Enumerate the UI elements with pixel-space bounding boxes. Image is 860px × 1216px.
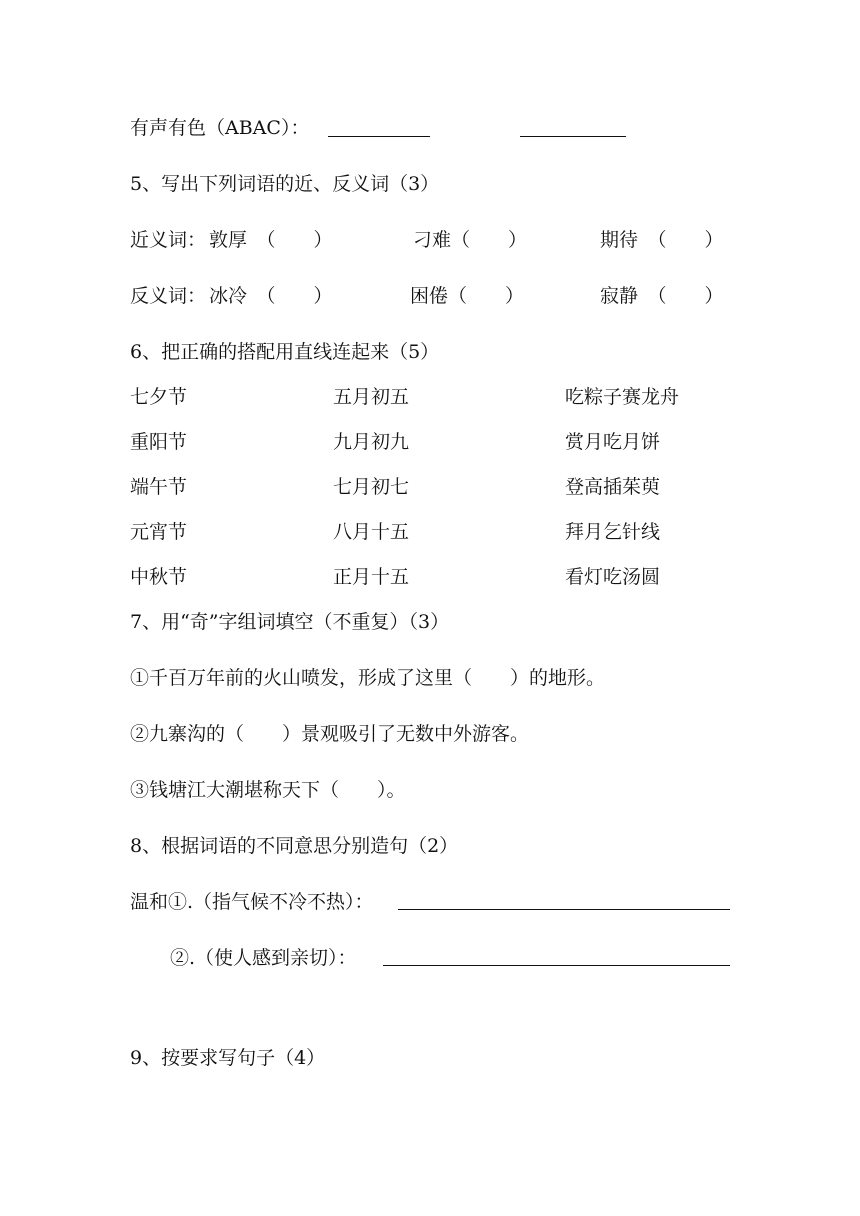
fill-sentence[interactable]: ②九寨沟的（ ）景观吸引了无数中外游客。 (130, 723, 530, 745)
festival-item[interactable]: 重阳节 (130, 431, 188, 453)
synonym-item[interactable]: 刁难（ ） (413, 229, 528, 251)
festival-item[interactable]: 中秋节 (130, 566, 188, 588)
date-item[interactable]: 正月十五 (333, 566, 410, 588)
festival-item[interactable]: 元宵节 (130, 521, 188, 543)
custom-item[interactable]: 吃粽子赛龙舟 (565, 386, 680, 408)
sentence-blank-2[interactable] (383, 965, 730, 966)
sentence-prompt-1: 温和①.（指气候不冷不热）： (130, 891, 374, 913)
abac-prompt: 有声有色（ABAC）： (130, 117, 310, 139)
custom-item[interactable]: 赏月吃月饼 (565, 431, 661, 453)
fill-sentence[interactable]: ①千百万年前的火山喷发，形成了这里（ ）的地形。 (130, 667, 606, 689)
festival-item[interactable]: 七夕节 (130, 386, 188, 408)
date-item[interactable]: 七月初七 (333, 476, 410, 498)
synonym-item[interactable]: 敦厚 （ ） (209, 229, 333, 251)
synonym-item[interactable]: 期待 （ ） (600, 229, 724, 251)
antonym-item[interactable]: 困倦（ ） (410, 285, 525, 307)
fill-sentence[interactable]: ③钱塘江大潮堪称天下（ ）。 (130, 779, 406, 801)
antonym-label: 反义词： (130, 285, 207, 307)
date-item[interactable]: 八月十五 (333, 521, 410, 543)
question-8-title: 8、根据词语的不同意思分别造句（2） (130, 835, 459, 857)
date-item[interactable]: 五月初五 (333, 386, 410, 408)
answer-blank-1[interactable] (328, 136, 430, 137)
date-item[interactable]: 九月初九 (333, 431, 410, 453)
custom-item[interactable]: 看灯吃汤圆 (565, 566, 661, 588)
answer-blank-2[interactable] (520, 136, 626, 137)
custom-item[interactable]: 登高插茱萸 (565, 476, 661, 498)
question-6-title: 6、把正确的搭配用直线连起来（5） (130, 341, 440, 363)
question-9-title: 9、按要求写句子（4） (130, 1047, 326, 1069)
synonym-label: 近义词： (130, 229, 207, 251)
antonym-item[interactable]: 冰冷 （ ） (209, 285, 333, 307)
festival-item[interactable]: 端午节 (130, 476, 188, 498)
question-5-title: 5、写出下列词语的近、反义词（3） (130, 173, 440, 195)
antonym-item[interactable]: 寂静 （ ） (600, 285, 724, 307)
question-7-title: 7、用“奇”字组词填空（不重复）（3） (130, 611, 450, 633)
sentence-prompt-2: ②.（使人感到亲切）： (170, 947, 357, 969)
sentence-blank-1[interactable] (398, 909, 730, 910)
custom-item[interactable]: 拜月乞针线 (565, 521, 661, 543)
